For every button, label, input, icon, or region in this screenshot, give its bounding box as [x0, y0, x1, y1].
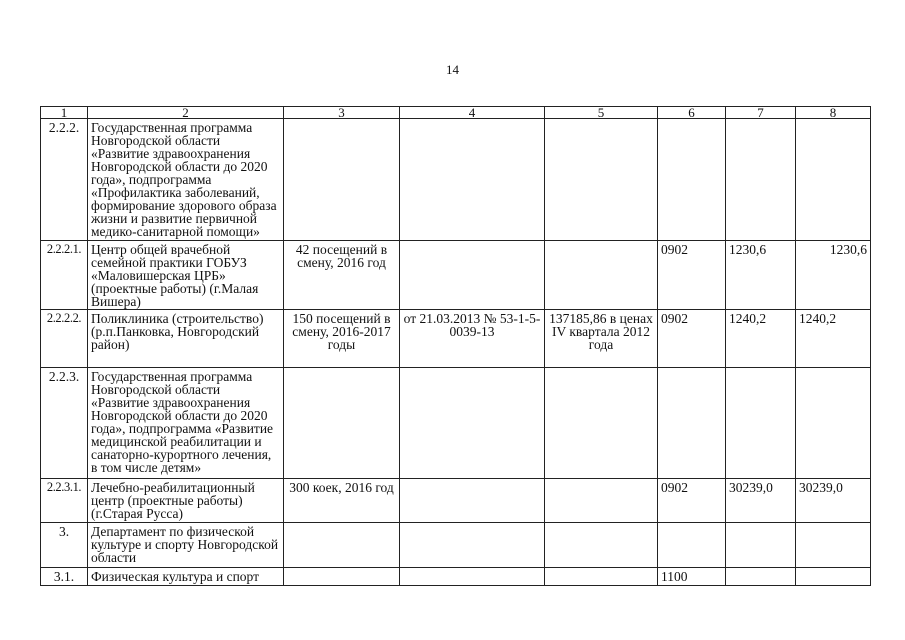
column-number-row: [41, 107, 871, 119]
code-cell: 0902: [658, 241, 726, 310]
object-name: Физическая культура и спорт: [88, 568, 284, 586]
code-cell: [658, 523, 726, 568]
table-row: [41, 479, 871, 523]
object-name: Департамент по физической культуре и спорту Новгородской области: [88, 523, 284, 568]
object-name: Государственная программа Новгородской области «Развитие здравоохранения Новгородской области до 2020 года», подпрограмма «Профилактика заболеваний, формирование здорового образа жизни и развитие первичной медико-санитарной помощи»: [88, 119, 284, 241]
column-header: 5: [545, 107, 658, 119]
capacity-cell: [284, 368, 400, 479]
row-number: 2.2.3.: [41, 368, 88, 479]
expertise-cell: [400, 241, 545, 310]
amount-cell: 1240,2: [726, 310, 796, 368]
capital-works-table: [40, 106, 871, 586]
table-row: [41, 368, 871, 479]
object-name: Государственная программа Новгородской области «Развитие здравоохранения Новгородской области до 2020 года», подпрограмма «Развитие медицинской реабилитации и санаторно-курортного лечения, в том числе детям»: [88, 368, 284, 479]
table-row: [41, 241, 871, 310]
estimate-cell: [545, 241, 658, 310]
capacity-cell: 150 посещений в смену, 2016-2017 годы: [284, 310, 400, 368]
object-name: Центр общей врачебной семейной практики ГОБУЗ «Маловишерская ЦРБ» (проектные работы) (г.Малая Вишера): [88, 241, 284, 310]
amount-cell: [726, 523, 796, 568]
expertise-cell: [400, 119, 545, 241]
code-cell: 0902: [658, 479, 726, 523]
row-number: 2.2.2.2.: [41, 310, 88, 368]
column-header: 4: [400, 107, 545, 119]
amount-cell: [796, 368, 871, 479]
estimate-cell: [545, 523, 658, 568]
code-cell: [658, 119, 726, 241]
capacity-cell: [284, 119, 400, 241]
capacity-cell: [284, 523, 400, 568]
row-number: 3.1.: [41, 568, 88, 586]
expertise-cell: [400, 368, 545, 479]
amount-cell: [726, 368, 796, 479]
amount-cell: [796, 119, 871, 241]
column-header: 6: [658, 107, 726, 119]
amount-cell: [796, 523, 871, 568]
page-number: 14: [446, 62, 459, 77]
column-header: 3: [284, 107, 400, 119]
estimate-cell: [545, 479, 658, 523]
row-number: 2.2.2.: [41, 119, 88, 241]
expertise-cell: от 21.03.2013 № 53-1-5-0039-13: [400, 310, 545, 368]
row-number: 2.2.3.1.: [41, 479, 88, 523]
row-number: 3.: [41, 523, 88, 568]
code-cell: 0902: [658, 310, 726, 368]
table-row: [41, 568, 871, 586]
column-header: 2: [88, 107, 284, 119]
column-header: 7: [726, 107, 796, 119]
code-cell: [658, 368, 726, 479]
object-name: Поликлиника (строительство) (р.п.Панковка, Новгородский район): [88, 310, 284, 368]
amount-cell: 1230,6: [726, 241, 796, 310]
estimate-cell: [545, 368, 658, 479]
table-row: [41, 523, 871, 568]
expertise-cell: [400, 523, 545, 568]
code-cell: 1100: [658, 568, 726, 586]
estimate-cell: [545, 119, 658, 241]
capacity-cell: 300 коек, 2016 год: [284, 479, 400, 523]
column-header: 1: [41, 107, 88, 119]
amount-cell: [726, 568, 796, 586]
capacity-cell: [284, 568, 400, 586]
object-name: Лечебно-реабилитационный центр (проектные работы) (г.Старая Русса): [88, 479, 284, 523]
amount-cell: 1230,6: [796, 241, 871, 310]
estimate-cell: 137185,86 в ценах IV квартала 2012 года: [545, 310, 658, 368]
table-row: [41, 119, 871, 241]
expertise-cell: [400, 568, 545, 586]
amount-cell: [726, 119, 796, 241]
capacity-cell: 42 посещений в смену, 2016 год: [284, 241, 400, 310]
row-number: 2.2.2.1.: [41, 241, 88, 310]
estimate-cell: [545, 568, 658, 586]
amount-cell: 30239,0: [796, 479, 871, 523]
amount-cell: [796, 568, 871, 586]
column-header: 8: [796, 107, 871, 119]
amount-cell: 30239,0: [726, 479, 796, 523]
amount-cell: 1240,2: [796, 310, 871, 368]
table-row: [41, 310, 871, 368]
expertise-cell: [400, 479, 545, 523]
